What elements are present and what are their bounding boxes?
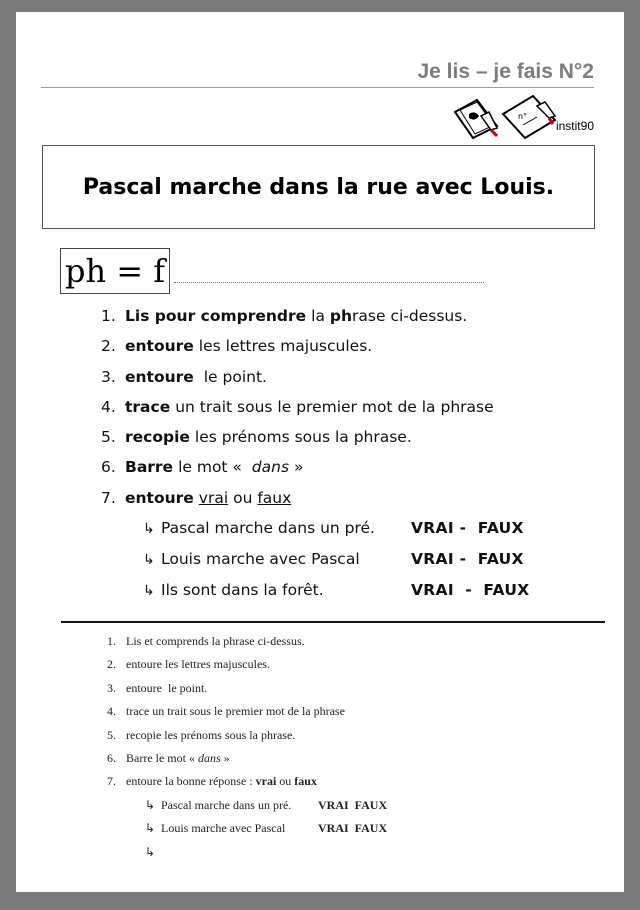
instruction-verb: trace: [125, 397, 171, 416]
return-arrow-icon: ↳: [143, 521, 155, 538]
instruction-number: 7.: [101, 488, 116, 507]
instruction-number: 4.: [101, 397, 116, 416]
statement-text: Ils sont dans la forêt.: [161, 581, 324, 600]
instruction-number: 7.: [107, 774, 116, 789]
instruction-item: [101, 398, 601, 428]
instruction-number: 1.: [101, 307, 116, 325]
true-false-item: [101, 550, 601, 581]
adapted-true-false-item: [107, 821, 587, 844]
instruction-text: le point.: [198, 367, 267, 386]
true-false-choice: VRAI FAUX: [318, 797, 388, 812]
author-credit: instit90: [555, 119, 594, 133]
instruction-number: 3.: [107, 680, 116, 695]
writing-line: [174, 282, 484, 283]
return-arrow-icon: ↳: [145, 821, 156, 836]
instruction-item: [101, 458, 601, 488]
adapted-item: [107, 634, 587, 657]
instruction-text: ou: [279, 774, 292, 789]
section-divider: [61, 621, 605, 623]
option-faux: faux: [294, 774, 317, 789]
adapted-item: [107, 657, 587, 680]
return-arrow-icon: ↳: [145, 797, 156, 812]
instruction-text: Lis et comprends la phrase ci-dessus.: [126, 634, 305, 648]
statement-text: Pascal marche dans un pré.: [161, 797, 292, 812]
instruction-number: 5.: [101, 428, 116, 447]
option-vrai: vrai: [198, 488, 229, 507]
true-false-choice: VRAI - FAUX: [411, 519, 524, 538]
adapted-item: [107, 704, 587, 727]
true-false-item: [101, 519, 601, 550]
instruction-item: [101, 428, 601, 458]
instruction-number: 4.: [107, 704, 116, 719]
worksheet-page: [16, 12, 624, 892]
true-false-choice: VRAI FAUX: [318, 821, 388, 836]
instruction-number: 5.: [107, 727, 116, 742]
writing-hand-icon: [451, 96, 501, 140]
reading-sentence: Pascal marche dans la rue avec Louis.: [82, 174, 555, 200]
sound-rule: ph = f: [64, 252, 166, 290]
instruction-text: recopie les prénoms sous la phrase.: [126, 727, 296, 742]
instruction-text: entoure le point.: [126, 680, 208, 695]
adapted-item: [107, 751, 587, 774]
notebook-writing-icon: [501, 92, 559, 142]
instruction-item: [101, 489, 601, 519]
adapted-item: [107, 774, 587, 797]
true-false-choice: VRAI - FAUX: [411, 550, 524, 569]
word-to-cross-out: dans: [251, 458, 290, 477]
option-vrai: vrai: [255, 774, 277, 789]
instruction-number: 2.: [107, 657, 116, 672]
option-faux: faux: [257, 488, 292, 507]
instruction-verb: Barre: [125, 458, 174, 477]
instruction-verb: entoure: [125, 337, 194, 356]
adapted-true-false-item: [107, 798, 587, 821]
svg-text:n°: n°: [518, 112, 528, 121]
instruction-verb: entoure: [125, 488, 194, 507]
statement-text: Louis marche avec Pascal: [161, 821, 286, 836]
instruction-number: 2.: [101, 337, 116, 356]
instruction-text: Barre le mot «: [126, 750, 198, 765]
worksheet-title: Je lis – je fais N°2: [417, 60, 594, 83]
true-false-choice: VRAI - FAUX: [411, 581, 530, 600]
instruction-number: 6.: [101, 458, 116, 477]
instruction-list: [101, 307, 601, 612]
word-to-cross-out: dans: [197, 750, 221, 765]
instruction-text: les prénoms sous la phrase.: [194, 428, 412, 447]
instruction-text: la: [311, 307, 325, 325]
instruction-verb: recopie: [125, 428, 190, 447]
return-arrow-icon: ↳: [145, 844, 156, 859]
highlighted-letters: ph: [329, 307, 353, 325]
instruction-number: 3.: [101, 367, 116, 386]
instruction-text: les lettres majuscules.: [198, 337, 373, 356]
statement-text: Louis marche avec Pascal: [161, 550, 360, 569]
sound-rule-box: [60, 248, 170, 294]
instruction-verb: Lis pour comprendre: [125, 307, 307, 325]
true-false-item: [101, 581, 601, 612]
instruction-text: rase ci-dessus.: [352, 307, 468, 325]
instruction-verb: entoure: [125, 367, 194, 386]
statement-text: Pascal marche dans un pré.: [161, 519, 375, 538]
instruction-item: [101, 368, 601, 398]
sentence-box: [42, 145, 595, 229]
cropped-line: [107, 845, 587, 859]
adapted-item: [107, 728, 587, 751]
return-arrow-icon: ↳: [143, 552, 155, 569]
instruction-text: le mot «: [178, 458, 242, 477]
instruction-item: [101, 337, 601, 367]
instruction-text: un trait sous le premier mot de la phrase: [175, 397, 494, 416]
header-divider: [41, 87, 594, 88]
instruction-item: [101, 307, 601, 337]
instruction-text: »: [220, 750, 230, 765]
instruction-text: trace un trait sous le premier mot de la phrase: [126, 704, 345, 719]
instruction-text: entoure les lettres majuscules.: [126, 657, 270, 672]
instruction-text: ou: [233, 488, 253, 507]
instruction-number: 1.: [107, 634, 116, 648]
instruction-text: »: [293, 458, 304, 477]
return-arrow-icon: ↳: [143, 583, 155, 600]
adapted-instruction-list: [107, 634, 587, 859]
instruction-number: 6.: [107, 750, 116, 765]
instruction-text: entoure la bonne réponse :: [126, 774, 253, 789]
adapted-item: [107, 681, 587, 704]
